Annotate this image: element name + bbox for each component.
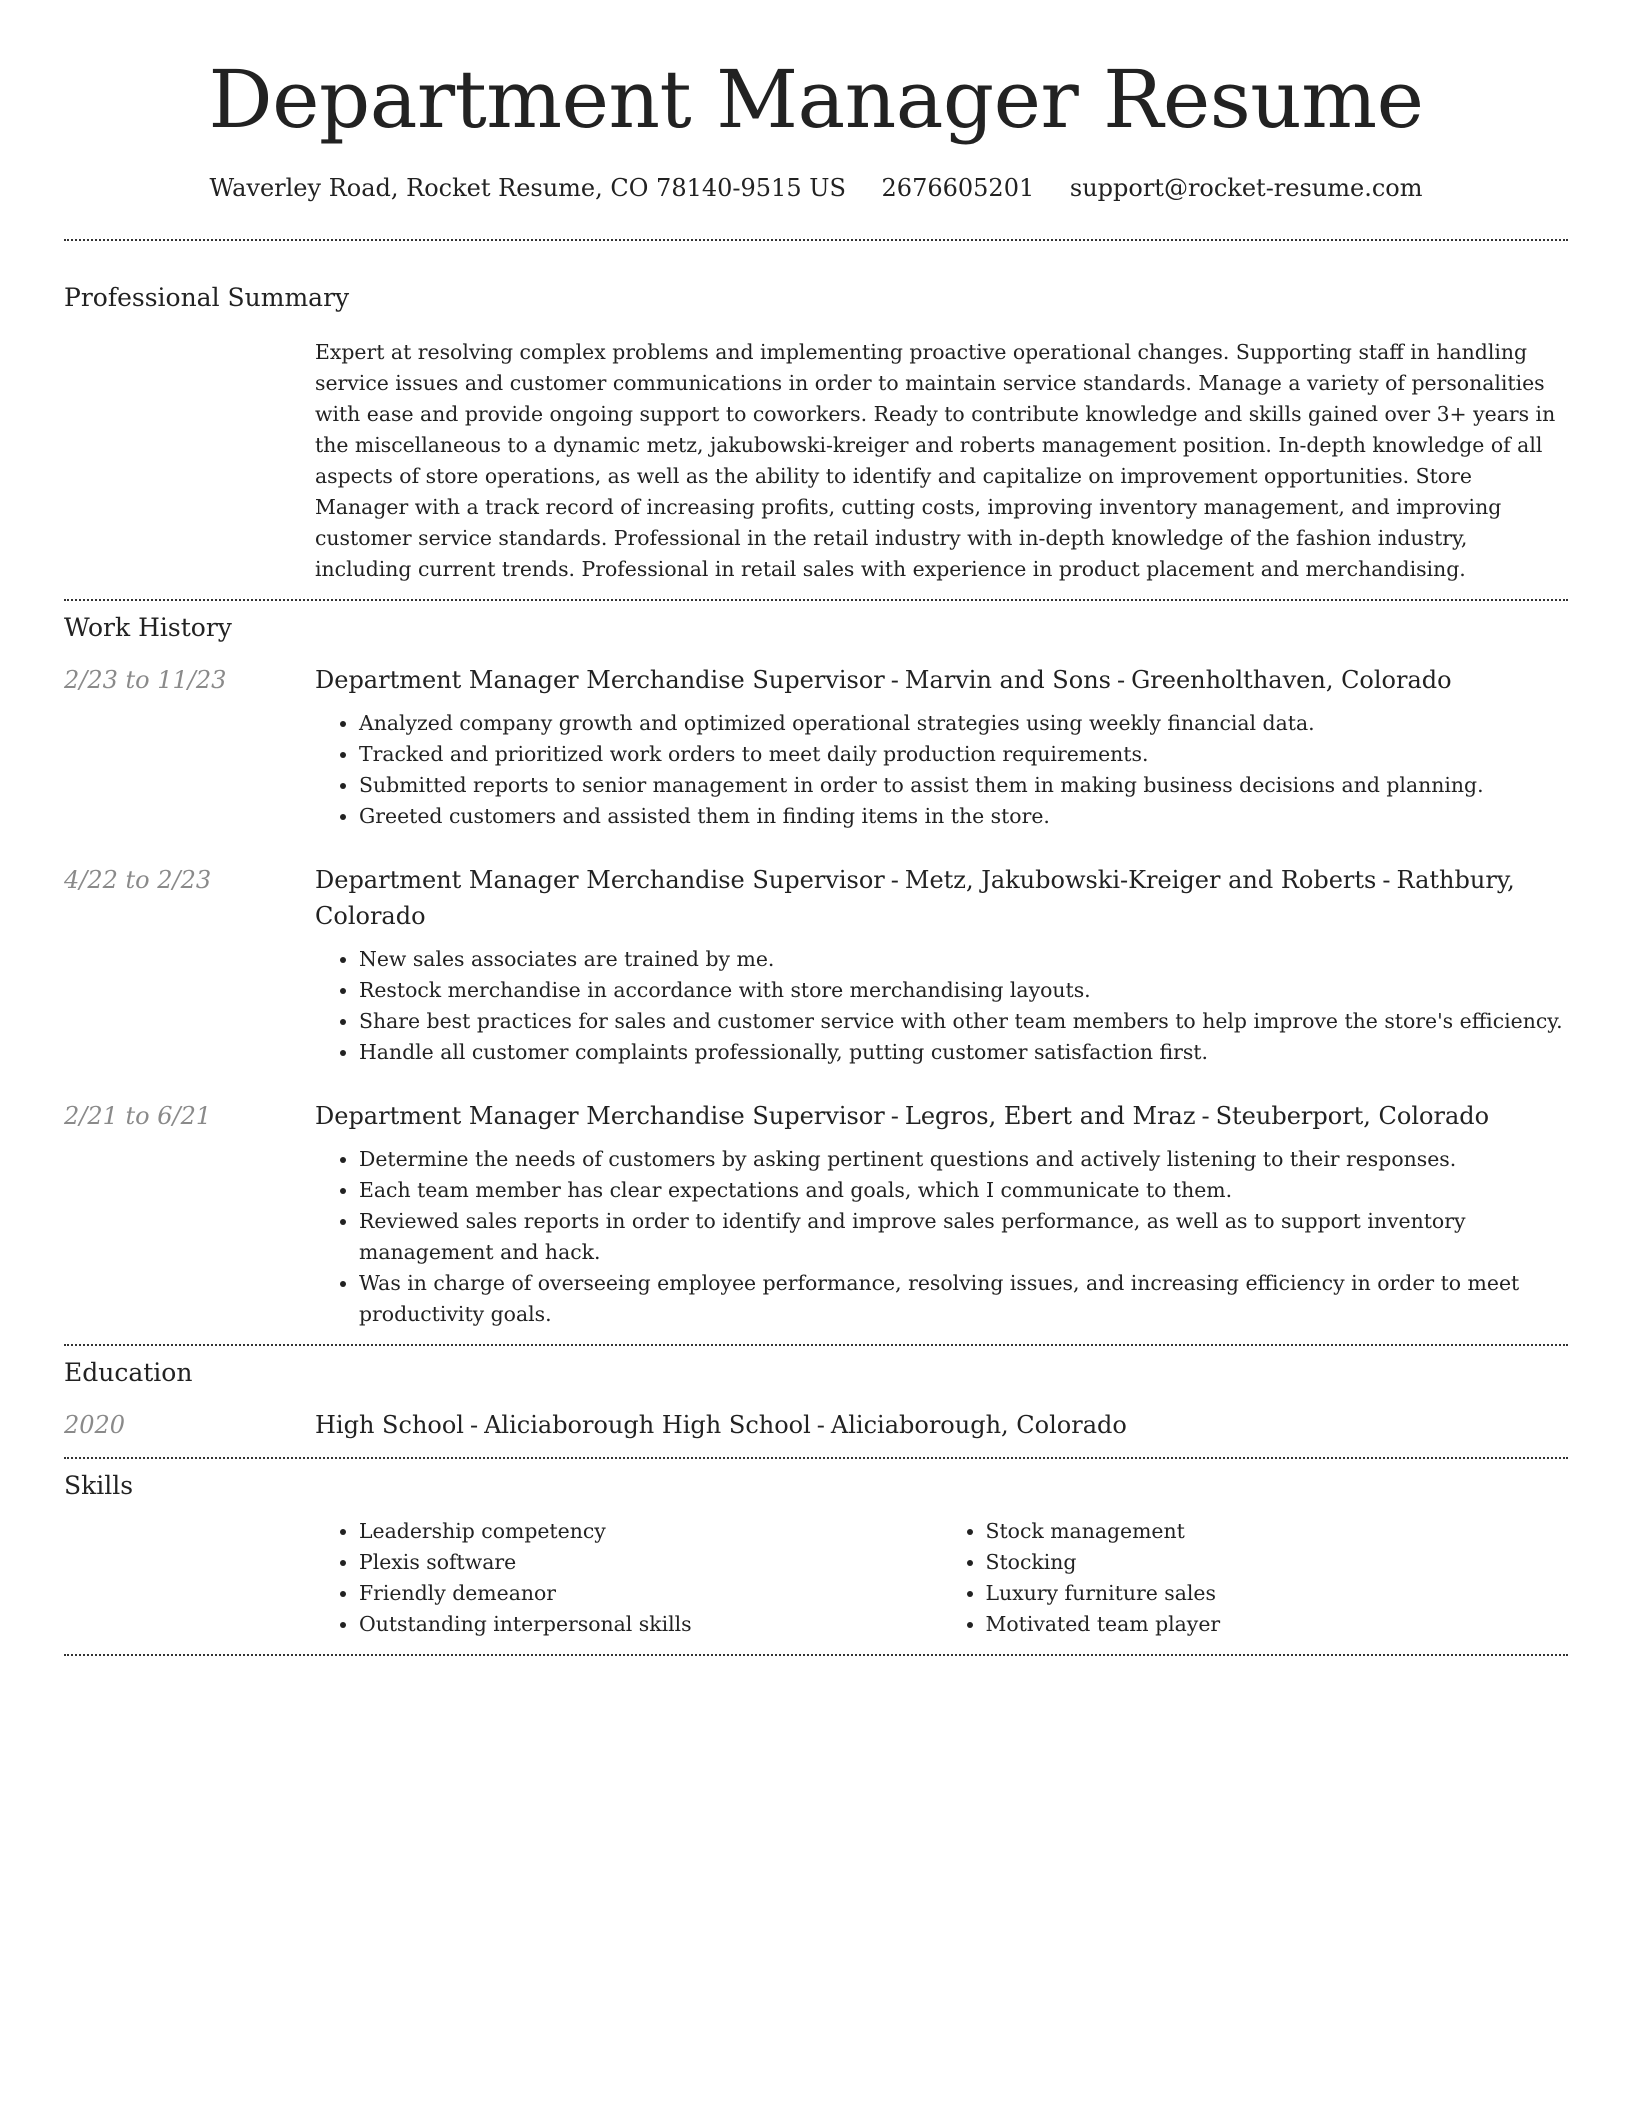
job-role: Department Manager Merchandise Supervisor [315,866,885,894]
list-item: • Outstanding interpersonal skills [359,1609,942,1640]
job-bullets [315,1144,1568,1330]
job-date: 2/21 to 6/21 [64,1102,212,1130]
list-item: • Friendly demeanor [359,1578,942,1609]
job-heading: Department Manager Merchandise Supervisor - Marvin and Sons - Greenholthaven, Colorado [315,666,1452,694]
section-divider [64,239,1568,241]
job-heading: Department Manager Merchandise Supervisor - Metz, Jakubowski-Kreiger and Roberts - Rathbury, Colorado [315,866,1515,930]
education-title: Education [64,1358,193,1387]
education-location: Aliciaborough, Colorado [830,1411,1127,1439]
job-bullets [315,708,1568,832]
job-role: Department Manager Merchandise Supervisor [315,1102,885,1130]
education-date: 2020 [64,1411,126,1439]
job-entry [64,662,1568,832]
section-divider [64,1654,1568,1656]
education-degree: High School [315,1411,464,1439]
summary-title: Professional Summary [64,283,350,312]
contact-line [64,172,1568,204]
skills-title: Skills [64,1471,134,1500]
job-location: Greenholthaven, Colorado [1131,666,1452,694]
job-date: 4/22 to 2/23 [64,866,212,894]
skills-left-list [315,1516,942,1640]
list-item: • Motivated team player [986,1609,1569,1640]
job-company: Metz, Jakubowski-Kreiger and Roberts [904,866,1377,894]
skills-right-list [942,1516,1569,1640]
education-entry [64,1407,1568,1443]
section-divider [64,1344,1568,1346]
education-section [64,1357,1568,1443]
job-entry [64,862,1568,1068]
education-school: Aliciaborough High School [484,1411,811,1439]
resume-title: Department Manager Resume [208,53,1424,146]
list-item: • Handle all customer complaints professionally, putting customer satisfaction first. [359,1037,1568,1068]
summary-text: Expert at resolving complex problems and implementing proactive operational changes. Supporting staff in handling service issues and customer communications in order to maintain service standards. Manage a variety of personalities with ease and provide ongoing support to coworkers. Ready to contribute knowledge and skills gained over 3+ years in the miscellaneous to a dynamic metz, jakubowski-kreiger and roberts management position. In-depth knowledge of all aspects of store operations, as well as the ability to identify and capitalize on improvement opportunities. Store Manager with a track record of increasing profits, cutting costs, improving inventory management, and improving customer service standards. Professional in the retail industry with in-depth knowledge of the fashion industry, including current trends. Professional in retail sales with experience in product placement and merchandising. [315,340,1556,581]
job-heading: Department Manager Merchandise Supervisor - Legros, Ebert and Mraz - Steuberport, Colorado [315,1102,1490,1130]
job-company: Legros, Ebert and Mraz [904,1102,1196,1130]
list-item: • Analyzed company growth and optimized operational strategies using weekly financial data. [359,708,1568,739]
job-location: Steuberport, Colorado [1215,1102,1490,1130]
contact-address: Waverley Road, Rocket Resume, CO 78140-9515 US [209,174,846,202]
list-item: • Luxury furniture sales [986,1578,1569,1609]
job-role: Department Manager Merchandise Supervisor [315,666,885,694]
job-location: Rathbury, Colorado [315,866,1515,930]
section-divider [64,599,1568,601]
list-item: • Determine the needs of customers by asking pertinent questions and actively listening to their responses. [359,1144,1568,1175]
contact-phone: 2676605201 [881,174,1035,202]
job-company: Marvin and Sons [904,666,1111,694]
list-item: • Submitted reports to senior management in order to assist them in making business decisions and planning. [359,770,1568,801]
list-item: • Stocking [986,1547,1569,1578]
contact-email: support@rocket-resume.com [1069,174,1423,202]
list-item: • Tracked and prioritized work orders to meet daily production requirements. [359,739,1568,770]
list-item: • Greeted customers and assisted them in finding items in the store. [359,801,1568,832]
skills-section [64,1470,1568,1640]
resume-page [64,0,1568,1656]
work-section [64,612,1568,1330]
list-item: • Share best practices for sales and customer service with other team members to help improve the store's efficiency. [359,1006,1568,1037]
list-item: • New sales associates are trained by me. [359,944,1568,975]
section-divider [64,1457,1568,1459]
work-title: Work History [64,613,232,642]
skills-columns [315,1516,1568,1640]
list-item: • Restock merchandise in accordance with store merchandising layouts. [359,975,1568,1006]
summary-section [64,282,1568,585]
job-date: 2/23 to 11/23 [64,666,227,694]
education-heading: High School - Aliciaborough High School - Aliciaborough, Colorado [315,1411,1127,1439]
list-item: • Plexis software [359,1547,942,1578]
list-item: • Stock management [986,1516,1569,1547]
job-entry [64,1098,1568,1330]
list-item: • Was in charge of overseeing employee performance, resolving issues, and increasing efficiency in order to meet productivity goals. [359,1268,1568,1330]
list-item: • Leadership competency [359,1516,942,1547]
list-item: • Each team member has clear expectations and goals, which I communicate to them. [359,1175,1568,1206]
list-item: • Reviewed sales reports in order to identify and improve sales performance, as well as to support inventory management and hack. [359,1206,1568,1268]
job-bullets [315,944,1568,1068]
